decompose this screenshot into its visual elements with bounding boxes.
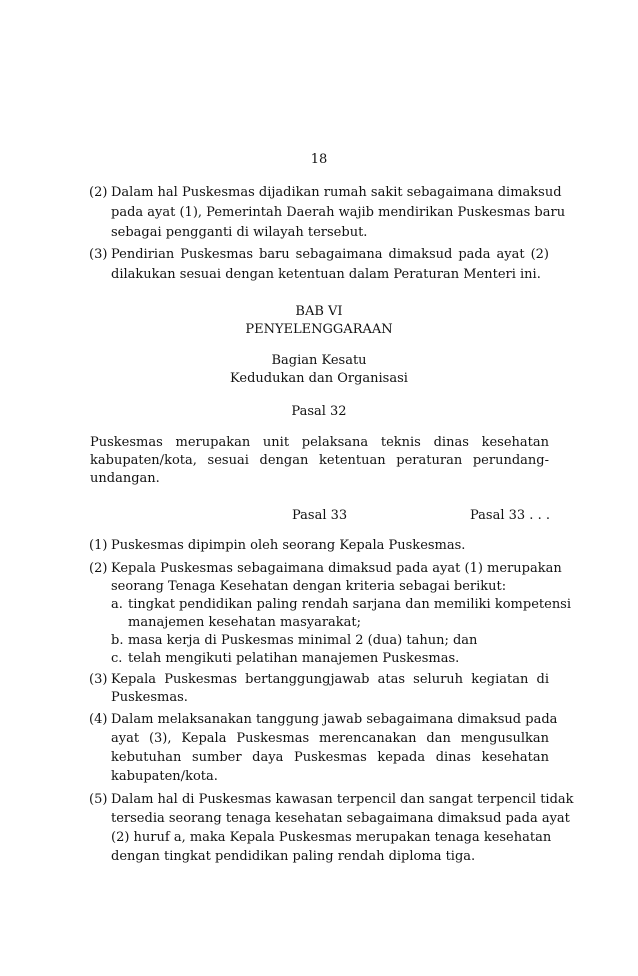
paragraph-line: kebutuhan sumber daya Puskesmas kepada dinas kesehatan (111, 750, 549, 765)
article-title: Pasal 33 (292, 508, 348, 523)
paragraph-line: sebagai pengganti di wilayah tersebut. (111, 225, 368, 240)
item-number: (3) (89, 247, 108, 262)
paragraph-line: Kepala Puskesmas sebagaimana dimaksud pada ayat (1) merupakan (111, 561, 562, 576)
paragraph-line: dilakukan sesuai dengan ketentuan dalam Peraturan Menteri ini. (111, 267, 541, 282)
paragraph-line: Puskesmas merupakan unit pelaksana teknis dinas kesehatan (90, 435, 549, 450)
paragraph-line: kabupaten/kota. (111, 769, 218, 784)
paragraph-line: Dalam hal Puskesmas dijadikan rumah sakit sebagaimana dimaksud (111, 185, 562, 200)
list-letter: b. (111, 633, 124, 648)
paragraph-line: pada ayat (1), Pemerintah Daerah wajib mendirikan Puskesmas baru (111, 205, 566, 220)
list-item-line: telah mengikuti pelatihan manajemen Puskesmas. (128, 651, 460, 666)
paragraph-line: tersedia seorang tenaga kesehatan sebagaimana dimaksud pada ayat (111, 811, 570, 826)
paragraph-line: (2) huruf a, maka Kepala Puskesmas merupakan tenaga kesehatan (111, 830, 552, 845)
item-number: (4) (89, 712, 108, 727)
item-number: (1) (89, 538, 108, 553)
paragraph-line: dengan tingkat pendidikan paling rendah diploma tiga. (111, 849, 476, 864)
paragraph-line: Puskesmas. (111, 690, 188, 705)
page-continuation: Pasal 33 . . . (470, 508, 550, 523)
list-letter: a. (111, 597, 123, 612)
item-number: (2) (89, 561, 108, 576)
section-number: Bagian Kesatu (271, 353, 367, 368)
paragraph-line: Kepala Puskesmas bertanggungjawab atas seluruh kegiatan di (111, 672, 549, 687)
item-number: (5) (89, 792, 108, 807)
chapter-number: BAB VI (295, 304, 343, 319)
article-title: Pasal 32 (291, 404, 347, 419)
section-title: Kedudukan dan Organisasi (230, 371, 408, 386)
paragraph-line: Dalam melaksanakan tanggung jawab sebagaimana dimaksud pada (111, 712, 558, 727)
paragraph-line: kabupaten/kota, sesuai dengan ketentuan peraturan perundang- (90, 453, 549, 468)
item-number: (3) (89, 672, 108, 687)
paragraph-line: Dalam hal di Puskesmas kawasan terpencil dan sangat terpencil tidak (111, 792, 574, 807)
list-item-line: masa kerja di Puskesmas minimal 2 (dua) tahun; dan (128, 633, 478, 648)
paragraph-line: ayat (3), Kepala Puskesmas merencanakan dan mengusulkan (111, 731, 549, 746)
list-item-line: manajemen kesehatan masyarakat; (128, 615, 362, 630)
item-number: (2) (89, 185, 108, 200)
paragraph-line: undangan. (90, 471, 160, 486)
list-item-line: tingkat pendidikan paling rendah sarjana dan memiliki kompetensi (128, 597, 572, 612)
paragraph-line: seorang Tenaga Kesehatan dengan kriteria sebagai berikut: (111, 579, 507, 594)
chapter-title: PENYELENGGARAAN (245, 322, 393, 337)
paragraph-line: Puskesmas dipimpin oleh seorang Kepala Puskesmas. (111, 538, 466, 553)
page-number: 18 (310, 152, 328, 167)
list-letter: c. (111, 651, 123, 666)
paragraph-line: Pendirian Puskesmas baru sebagaimana dimaksud pada ayat (2) (111, 247, 549, 262)
